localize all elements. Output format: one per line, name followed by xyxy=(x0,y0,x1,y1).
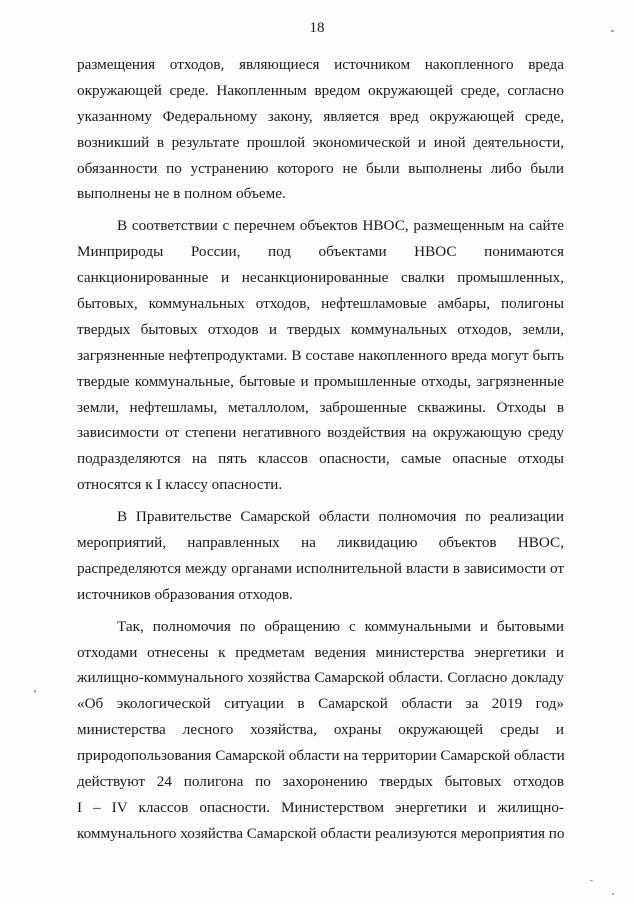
paragraph-2 xyxy=(77,213,564,498)
text-line: министерства лесного хозяйства, охраны окружающей среды и xyxy=(77,721,564,739)
text-line: указанному Федеральному закону, является вред окружающей среде, xyxy=(77,107,564,125)
text-line: распределяются между органами исполнительной власти в зависимости от xyxy=(77,559,564,577)
text-line: размещения отходов, являющиеся источником накопленного вреда xyxy=(77,56,564,73)
text-line: зависимости от степени негативного воздействия на окружающую среду xyxy=(77,424,564,442)
scan-speck xyxy=(34,690,36,693)
text-line: загрязненные нефтепродуктами. В составе накопленного вреда могут быть xyxy=(77,346,564,364)
scan-speck xyxy=(611,30,614,32)
text-line: природопользования Самарской области на территории Самарской области xyxy=(77,747,565,765)
paragraph-4 xyxy=(77,614,564,847)
text-line: относятся к I классу опасности. xyxy=(77,476,283,494)
text-line: отходами отнесены к предметам ведения министерства энергетики и xyxy=(77,643,564,661)
text-line: подразделяются на пять классов опасности, самые опасные отходы xyxy=(77,450,564,468)
text-line: I – IV классов опасности. Министерством энергетики и жилищно- xyxy=(77,798,564,816)
scan-speck xyxy=(612,893,614,895)
scan-speck xyxy=(590,880,593,881)
text-line: действуют 24 полигона по захоронению твердых бытовых отходов xyxy=(77,773,564,791)
text-line: выполнены не в полном объеме. xyxy=(77,185,286,203)
paragraph-3 xyxy=(77,504,564,608)
text-line: Минприроды России, под объектами НВОС понимаются xyxy=(77,243,564,261)
text-line: коммунального хозяйства Самарской области реализуются мероприятия по xyxy=(77,824,565,842)
paragraph-1 xyxy=(77,52,564,207)
text-line: твердые коммунальные, бытовые и промышленные отходы, загрязненные xyxy=(77,372,564,390)
text-line: возникший в результате прошлой экономической и иной деятельности, xyxy=(77,133,564,151)
text-line: мероприятий, направленных на ликвидацию объектов НВОС, xyxy=(77,534,564,552)
text-line: земли, нефтешламы, металлолом, заброшенные скважины. Отходы в xyxy=(77,398,564,416)
text-line: В соответствии с перечнем объектов НВОС, размещенным на сайте xyxy=(117,217,564,235)
page-number: 18 xyxy=(309,20,325,36)
text-line: бытовых, коммунальных отходов, нефтешламовые амбары, полигоны xyxy=(77,295,564,313)
text-line: Так, полномочия по обращению с коммунальными и бытовыми xyxy=(117,617,564,635)
text-line: «Об экологической ситуации в Самарской области за 2019 год» xyxy=(77,695,564,713)
text-line: источников образования отходов. xyxy=(77,585,293,603)
body-text xyxy=(77,52,564,847)
text-line: обязанности по устранению которого не были выполнены либо были xyxy=(77,159,564,177)
text-line: В Правительстве Самарской области полномочия по реализации xyxy=(117,508,564,526)
text-line: жилищно-коммунального хозяйства Самарской области. Согласно докладу xyxy=(77,669,564,687)
text-line: окружающей среде. Накопленным вредом окружающей среде, согласно xyxy=(77,81,564,99)
text-line: твердых бытовых отходов и твердых коммунальных отходов, земли, xyxy=(77,320,564,338)
text-line: санкционированные и несанкционированные свалки промышленных, xyxy=(77,269,564,287)
